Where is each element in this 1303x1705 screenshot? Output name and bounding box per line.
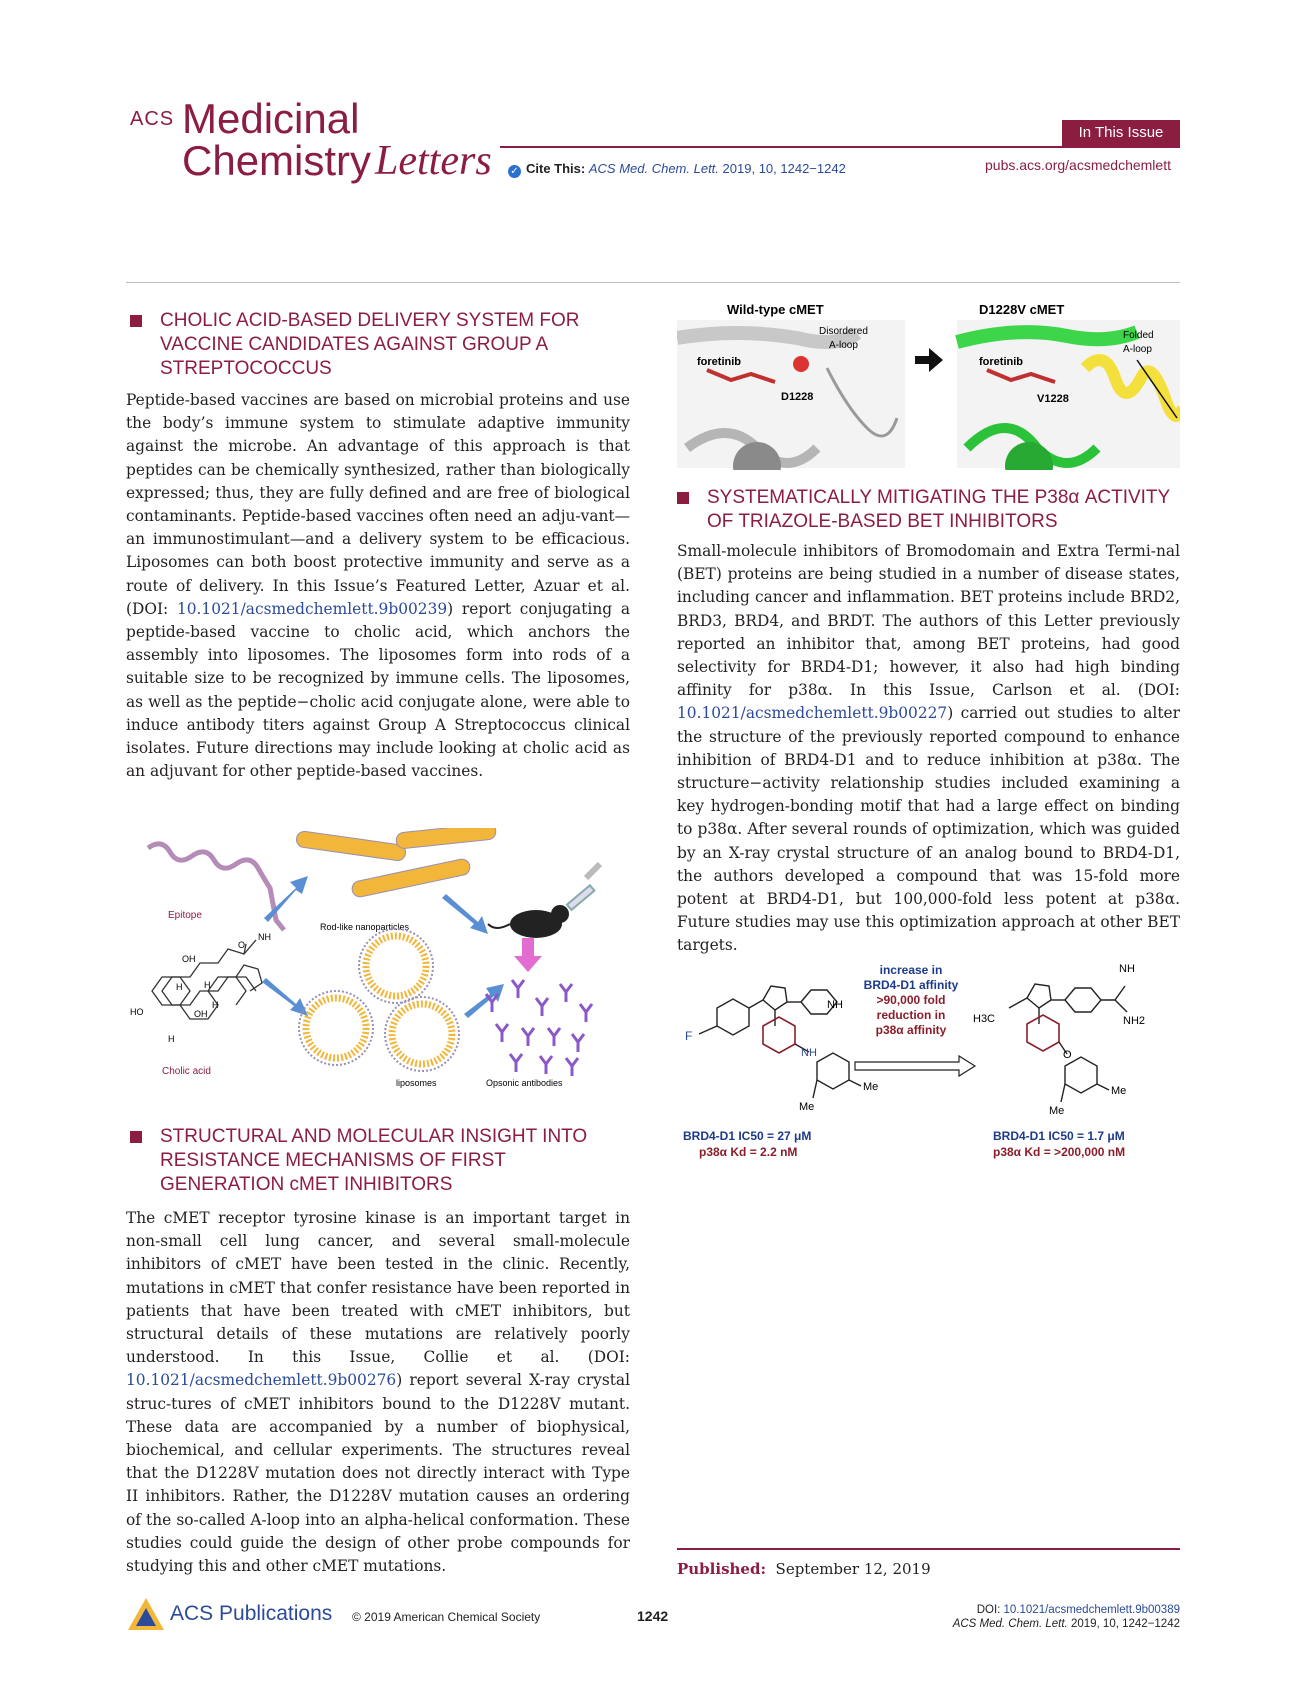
journal-logo-acs: ACS — [130, 108, 175, 130]
doi-link[interactable]: 10.1021/acsmedchemlett.9b00227 — [677, 704, 948, 723]
svg-text:Me: Me — [1049, 1105, 1065, 1117]
figure-bet-scheme — [677, 958, 1180, 1168]
svg-text:V1228: V1228 — [1037, 393, 1069, 405]
doi-link[interactable]: 10.1021/acsmedchemlett.9b00276 — [126, 1371, 397, 1390]
left-kd: p38α Kd = 2.2 nM — [699, 1145, 798, 1159]
cite-this-line — [508, 161, 846, 178]
published-label: Published: — [677, 1560, 766, 1578]
section-heading-cholic-acid: CHOLIC ACID-BASED DELIVERY SYSTEM FOR VACCINE CANDIDATES AGAINST GROUP A STREPTOCOCCUS — [130, 309, 630, 381]
wild-type-title: Wild-type cMET — [727, 302, 824, 317]
svg-text:NH2: NH2 — [1123, 1015, 1146, 1027]
blue-arrow-icon — [262, 876, 504, 1018]
svg-text:Me: Me — [1111, 1085, 1127, 1097]
svg-text:Disordered: Disordered — [819, 326, 868, 337]
svg-text:foretinib: foretinib — [979, 356, 1023, 368]
cite-reference-link[interactable]: ACS Med. Chem. Lett. 2019, 10, 1242−1242 — [588, 161, 846, 176]
in-this-issue-badge: In This Issue — [1062, 120, 1180, 146]
nh-label: NH — [258, 932, 271, 942]
svg-text:H: H — [176, 982, 183, 992]
right-compound-structure — [1009, 984, 1127, 1024]
antibody-icon — [486, 980, 592, 1076]
svg-text:H: H — [204, 980, 211, 990]
acs-publications-wordmark: ACS Publications — [170, 1602, 333, 1625]
right-kd: p38α Kd = >200,000 nM — [993, 1145, 1126, 1159]
check-icon: ✓ — [508, 165, 521, 178]
header-rule — [500, 146, 1180, 148]
published-date-line — [677, 1560, 931, 1578]
svg-text:O: O — [1063, 1049, 1072, 1061]
rod-nanoparticles — [295, 828, 496, 898]
reaction-arrow-icon — [855, 1056, 975, 1076]
svg-text:BRD4-D1 affinity: BRD4-D1 affinity — [863, 978, 959, 992]
liposome-icon — [299, 929, 459, 1071]
mouse-icon — [488, 905, 569, 938]
svg-text:foretinib: foretinib — [697, 356, 741, 368]
svg-text:A-loop: A-loop — [1123, 344, 1152, 355]
mutant-title: D1228V cMET — [979, 302, 1065, 317]
cite-label: Cite This: — [526, 161, 586, 176]
svg-text:increase in: increase in — [879, 963, 943, 977]
svg-text:OH: OH — [194, 1009, 208, 1019]
acs-publications-logo-icon — [126, 1596, 166, 1632]
right-pyridine — [1027, 1015, 1059, 1051]
cholic-acid-label: Cholic acid — [162, 1066, 211, 1077]
right-ic50: BRD4-D1 IC50 = 1.7 μM — [993, 1129, 1125, 1143]
svg-text:F: F — [685, 1029, 693, 1043]
page-number: 1242 — [637, 1608, 669, 1624]
svg-text:Me: Me — [863, 1081, 879, 1093]
journal-logo-chemistry: Chemistry — [182, 137, 372, 184]
left-compound-structure — [699, 986, 837, 1035]
figure-cholic-acid-liposomes — [126, 828, 636, 1100]
section-marker-icon — [130, 1131, 142, 1143]
svg-text:H: H — [168, 1034, 175, 1044]
svg-text:A-loop: A-loop — [829, 340, 858, 351]
liposomes-label: liposomes — [396, 1078, 437, 1088]
svg-text:>90,000 fold: >90,000 fold — [876, 993, 946, 1007]
doi-link[interactable]: 10.1021/acsmedchemlett.9b00239 — [176, 599, 448, 618]
svg-text:reduction in: reduction in — [876, 1008, 946, 1022]
svg-text:O: O — [238, 940, 246, 950]
svg-text:NH: NH — [827, 999, 843, 1011]
svg-text:NH: NH — [1119, 963, 1135, 975]
figure-cmet-structures — [677, 298, 1180, 470]
epitope-label: Epitope — [168, 910, 202, 921]
section-heading-cmet: STRUCTURAL AND MOLECULAR INSIGHT INTO RESISTANCE MECHANISMS OF FIRST GENERATION cMET INHIBITORS — [130, 1125, 630, 1197]
down-arrow-icon — [514, 938, 542, 972]
published-date: September 12, 2019 — [775, 1560, 931, 1578]
journal-logo-letters: Letters — [375, 138, 492, 184]
svg-text:Me: Me — [799, 1101, 815, 1113]
journal-logo-medicinal: Medicinal — [182, 95, 360, 142]
svg-text:OH: OH — [182, 954, 196, 964]
section-heading-bet: SYSTEMATICALLY MITIGATING THE P38α ACTIVITY OF TRIAZOLE-BASED BET INHIBITORS — [677, 486, 1180, 534]
right-arrow-icon — [915, 348, 943, 372]
svg-text:H3C: H3C — [973, 1013, 996, 1025]
published-rule — [677, 1548, 1180, 1550]
svg-text:p38α affinity: p38α affinity — [875, 1023, 947, 1037]
svg-text:Folded: Folded — [1123, 330, 1154, 341]
section-marker-icon — [130, 315, 142, 327]
journal-url-link[interactable]: pubs.acs.org/acsmedchemlett — [985, 157, 1171, 173]
top-divider — [126, 282, 1180, 283]
section-body-cmet: The cMET receptor tyrosine kinase is an important target in non-small cell lung cancer, and several small-molecule inhibitors of cMET have been tested in the clinic. Recently, mutations in cMET that confer resistance have been reported in patients that have been treated with cMET inhibitors, but structural details of these mutations are relatively poorly understood. In this Issue, Collie et al. (DOI: 10.1021/acsmedchemlett.9b00276) report several X-ray crystal struc-tures of cMET inhibitors bound to the D1228V mutant. These data are accompanied by a number of biophysical, biochemical, and cellular experiments. The structures reveal that the D1228V mutation does not directly interact with Type II inhibitors. Rather, the D1228V mutation causes an ordering of the so-called A-loop into an alpha-helical conformation. These studies could guide the design of other probe compounds for studying this and other cMET mutations. — [126, 1209, 630, 1576]
syringe-icon — [567, 864, 600, 910]
section-body-bet: Small-molecule inhibitors of Bromodomain and Extra Termi-nal (BET) proteins are being studied in a number of disease states, including cancer and inflammation. BET proteins include BRD2, BRD3, BRD4, and BRDT. The authors of this Letter previously reported an inhibitor that, among BET proteins, had good selectivity for BRD4-D1; however, it also had high binding affinity for p38α. In this Issue, Carlson et al. (DOI: 10.1021/acsmedchemlett.9b00227) carried out studies to alter the structure of the previously reported compound to enhance inhibition of BRD4-D1 and to reduce inhibition at p38α. The structure−activity relationship studies included examining a key hydrogen-bonding motif that had a large effect on binding to p38α. After several rounds of optimization, which was guided by an X-ray crystal structure of an analog bound to BRD4-D1, the authors developed a compound that was 15-fold more potent at BRD4-D1, but 100,000-fold less potent at p38α. Future studies may use this optimization approach at other BET targets. — [677, 542, 1180, 955]
svg-text:HO: HO — [130, 1007, 144, 1017]
left-pyrimidine — [763, 1017, 795, 1053]
section-body-cholic-acid: Peptide-based vaccines are based on microbial proteins and use the body’s immune system to stimulate adaptive immunity against the microbe. An advantage of this approach is that peptides can be chemically synthesized, rather than biologically expressed; thus, they are fully defined and are free of biological contaminants. Peptide-based vaccines often need an adju-vant—an immunostimulant—and a delivery system to be efficacious. Liposomes can both boost protective immunity and serve as a route of delivery. In this Issue’s Featured Letter, Azuar et al. (DOI: 10.1021/acsmedchemlett.9b00239) report conjugating a peptide-based vaccine to cholic acid, which anchors the assembly into liposomes. The liposomes form into rods of a suitable size to be recognized by immune cells. The liposomes, as well as the peptide−cholic acid conjugate alone, were able to induce antibody titers against Group A Streptococcus clinical isolates. Future directions may include looking at cholic acid as an adjuvant for other peptide-based vaccines. — [126, 391, 630, 781]
footer-doi: DOI: 10.1021/acsmedchemlett.9b00389 ACS Med. Chem. Lett. 2019, 10, 1242−1242 — [952, 1604, 1180, 1630]
footer-doi-link[interactable]: 10.1021/acsmedchemlett.9b00389 — [1003, 1604, 1180, 1616]
copyright-text: © 2019 American Chemical Society — [352, 1610, 541, 1624]
rod-nanoparticles-label: Rod-like nanoparticles — [320, 922, 410, 932]
section-marker-icon — [677, 492, 689, 504]
left-ic50: BRD4-D1 IC50 = 27 μM — [683, 1129, 812, 1143]
svg-text:H: H — [212, 1000, 219, 1010]
antibodies-label: Opsonic antibodies — [486, 1078, 563, 1088]
svg-text:NH: NH — [801, 1047, 817, 1059]
svg-text:D1228: D1228 — [781, 391, 814, 403]
